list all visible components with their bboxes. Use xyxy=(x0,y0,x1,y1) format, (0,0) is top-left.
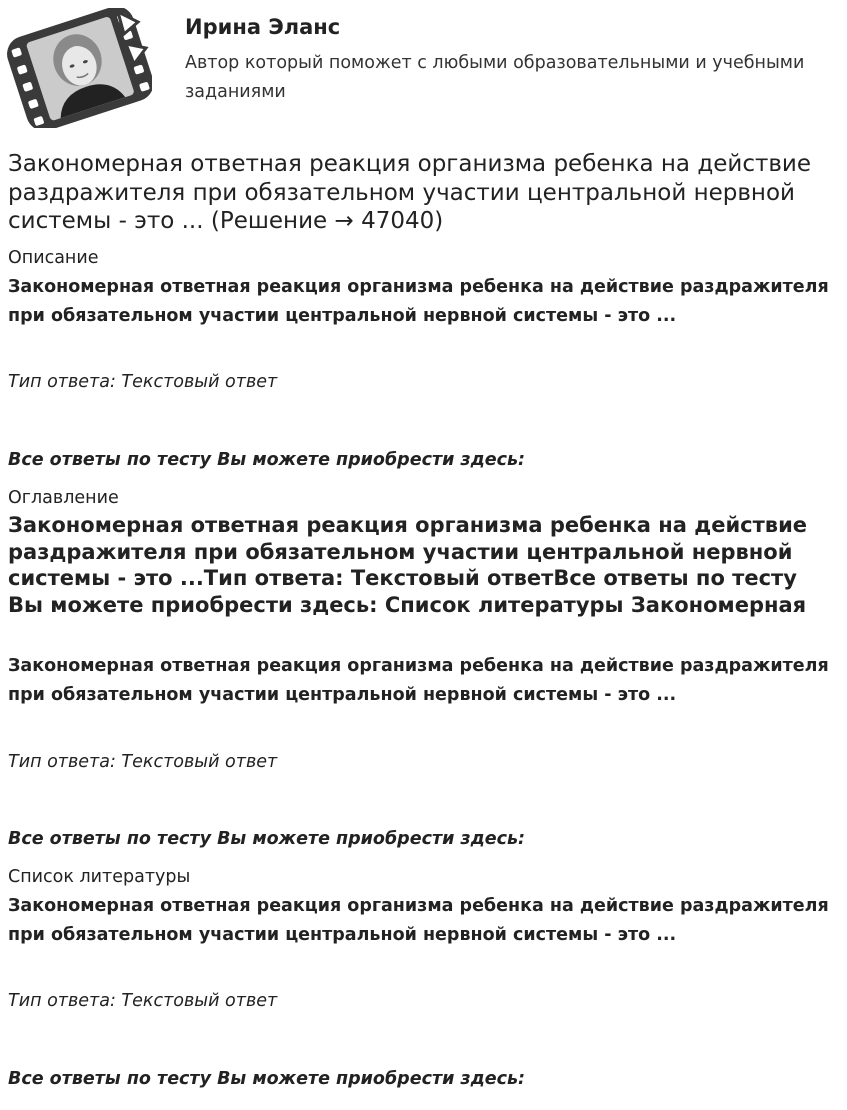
toc-heading: Закономерная ответная реакция организма ребенка на действие раздражителя при обязательном участии центральной нервной системы - это ...Тип ответа: Текстовый ответВсе ответы по тесту Вы можете приобрести здесь: Список литературы Закономерная xyxy=(8,513,808,617)
description-label: Описание xyxy=(8,248,99,268)
author-description: Автор который поможет с любыми образовательными и учебными заданиями xyxy=(185,53,805,102)
author-name[interactable]: Ирина Эланс xyxy=(185,15,341,39)
references-label: Список литературы xyxy=(8,867,191,887)
toc-answer-type: Тип ответа: Текстовый ответ xyxy=(8,752,278,772)
description-answer-type: Тип ответа: Текстовый ответ xyxy=(8,372,278,392)
toc-label: Оглавление xyxy=(8,488,119,508)
toc-buy-link[interactable]: Все ответы по тесту Вы можете приобрести здесь: xyxy=(8,829,526,849)
page-title: Закономерная ответная реакция организма ребенка на действие раздражителя при обязательном участии центральной нервной системы - это ... (Решение → 47040) xyxy=(8,151,812,234)
description-buy-link[interactable]: Все ответы по тесту Вы можете приобрести здесь: xyxy=(8,450,526,470)
references-buy-link[interactable]: Все ответы по тесту Вы можете приобрести здесь: xyxy=(8,1069,526,1089)
author-avatar xyxy=(6,8,152,128)
description-text: Закономерная ответная реакция организма ребенка на действие раздражителя при обязательном участии центральной нервной системы - это ... xyxy=(8,277,829,326)
references-answer-type: Тип ответа: Текстовый ответ xyxy=(8,991,278,1011)
references-text: Закономерная ответная реакция организма ребенка на действие раздражителя при обязательном участии центральной нервной системы - это ... xyxy=(8,896,829,945)
author-card xyxy=(0,0,847,140)
toc-text: Закономерная ответная реакция организма ребенка на действие раздражителя при обязательном участии центральной нервной системы - это ... xyxy=(8,656,829,705)
